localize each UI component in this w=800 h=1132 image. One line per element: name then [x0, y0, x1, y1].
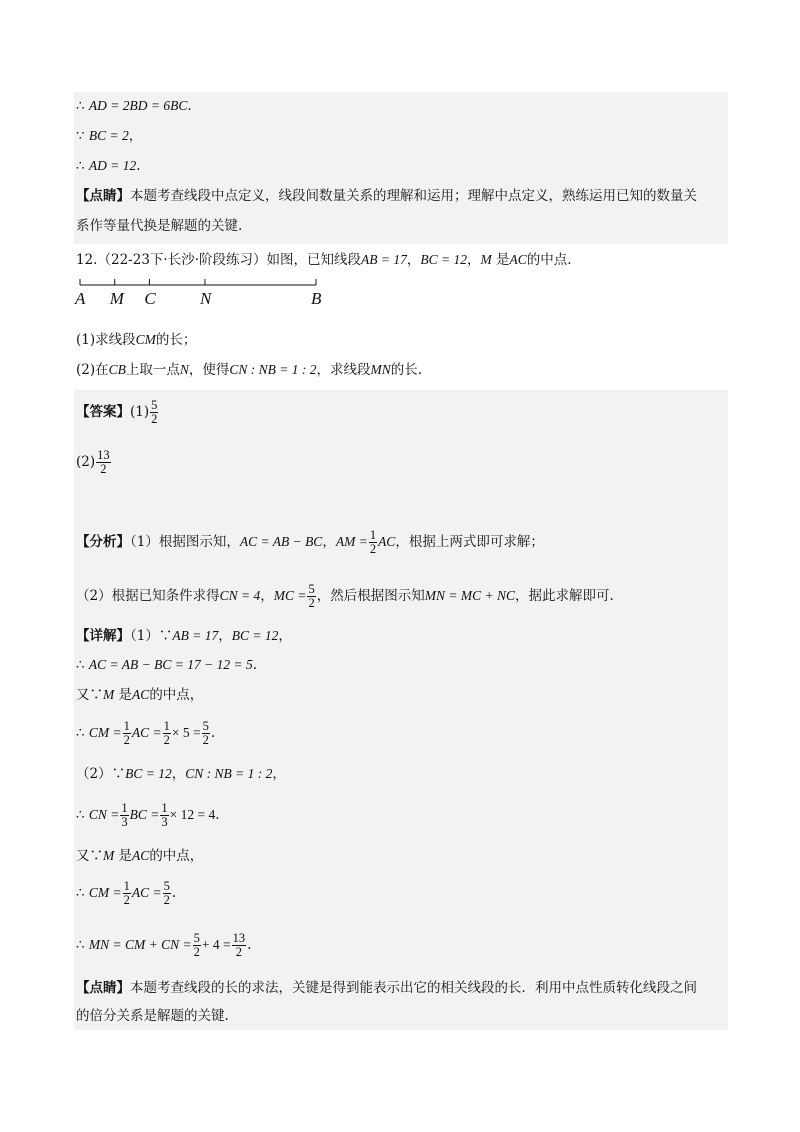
- question-1: (1)求线段CM的长；: [76, 332, 197, 348]
- fraction: $\frac{1}{2}$: [369, 528, 377, 556]
- answer-1: 【答案】(1) $\frac{5}{2}$: [76, 398, 158, 426]
- fraction: $\frac{5}{2}$: [163, 879, 170, 907]
- detail-9: ∴ MN = CM + CN = $\frac{5}{2}$ + 4 = $\frac{13}{2}$ .: [76, 931, 252, 959]
- point-label-a: A: [75, 289, 86, 308]
- top-line-1: ∴ AD = 2BD = 6BC.: [76, 98, 192, 114]
- detail-7: 又∵M 是AC的中点，: [76, 848, 204, 864]
- problem-statement: 12.（22-23下·长沙·阶段练习）如图，已知线段AB = 17，BC = 12，M 是AC的中点.: [76, 252, 572, 268]
- analysis-1: 【分析】（1）根据图示知，AC = AB − BC，AM = $\frac{1}{2}$ AC，根据上两式即可求解；: [76, 528, 544, 556]
- fraction: $\frac{1}{2}$: [163, 719, 170, 747]
- comment-1-cont: 系作等量代换是解题的关键.: [76, 218, 243, 234]
- fraction: $\frac{1}{2}$: [123, 719, 130, 747]
- segment-figure: [70, 276, 350, 312]
- fraction: $\frac{5}{2}$: [202, 719, 209, 747]
- fraction: $\frac{1}{2}$: [123, 879, 130, 907]
- fraction: $\frac{5}{2}$: [193, 931, 200, 959]
- detail-8: ∴ CM = $\frac{1}{2}$ AC = $\frac{5}{2}$ .: [76, 879, 177, 907]
- fraction: $\frac{5}{2}$: [308, 582, 315, 610]
- point-label-m: M: [109, 289, 124, 308]
- point-label-n: N: [199, 289, 212, 308]
- detail-4: ∴ CM = $\frac{1}{2}$ AC = $\frac{1}{2}$ × 5 = $\frac{5}{2}$ .: [76, 719, 216, 747]
- comment-2-cont: 的倍分关系是解题的关键.: [76, 1008, 229, 1024]
- point-label-b: B: [311, 289, 322, 308]
- detail-5: （2）∵BC = 12，CN : NB = 1 : 2，: [76, 766, 286, 782]
- comment-1: 【点睛】本题考查线段中点定义，线段间数量关系的理解和运用；理解中点定义，熟练运用已知的数量关: [76, 188, 697, 204]
- point-label-c: C: [144, 289, 156, 308]
- fraction: $\frac{1}{3}$: [161, 801, 168, 829]
- top-line-3: ∴ AD = 12.: [76, 158, 141, 174]
- question-2: (2)在CB上取一点N，使得CN : NB = 1 : 2，求线段MN的长.: [76, 362, 423, 378]
- fraction: $\frac{5}{2}$: [151, 398, 158, 426]
- detail-2: ∴ AC = AB − BC = 17 − 12 = 5.: [76, 657, 257, 673]
- fraction: $\frac{13}{2}$: [232, 931, 246, 959]
- fraction: $\frac{13}{2}$: [97, 448, 110, 476]
- analysis-2: （2）根据已知条件求得CN = 4，MC = $\frac{5}{2}$ ，然后根据图示知MN = MC + NC，据此求解即可.: [76, 582, 614, 610]
- detail-3: 又∵M 是AC的中点，: [76, 687, 204, 703]
- detail-6: ∴ CN = $\frac{1}{3}$ BC = $\frac{1}{3}$ × 12 = 4.: [76, 801, 220, 829]
- comment-2: 【点睛】本题考查线段的长的求法，关键是得到能表示出它的相关线段的长．利用中点性质转化线段之间: [76, 980, 697, 996]
- detail-1: 【详解】（1）∵AB = 17，BC = 12，: [76, 628, 292, 644]
- fraction: $\frac{1}{3}$: [121, 801, 128, 829]
- answer-2: (2) $\frac{13}{2}$: [76, 448, 110, 476]
- top-line-2: ∵ BC = 2，: [76, 128, 143, 144]
